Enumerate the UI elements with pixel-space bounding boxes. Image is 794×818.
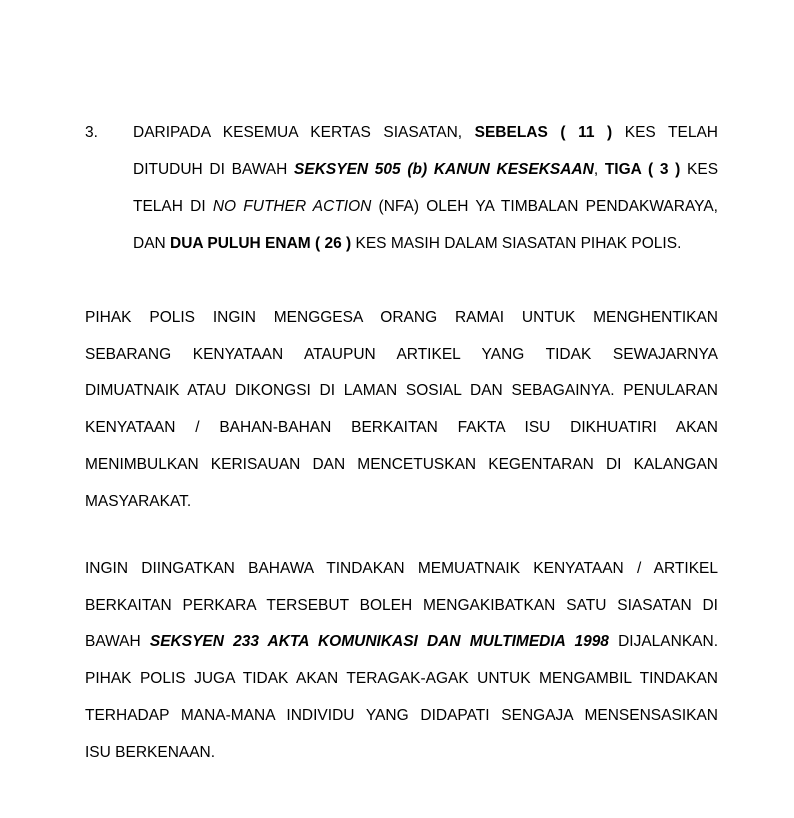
para1-line-1: PIHAK POLIS INGIN MENGGESA ORANG RAMAI UNTUK MENGHENTIKAN <box>85 309 718 326</box>
para2-line-4: PIHAK POLIS JUGA TIDAK AKAN TERAGAK-AGAK UNTUK MENGAMBIL TINDAKAN <box>85 670 718 687</box>
count-tiga: TIGA ( 3 ) <box>604 161 681 178</box>
law-section-505: SEKSYEN 505 (b) KANUN KESEKSAAN <box>294 161 594 178</box>
para2-line-5: TERHADAP MANA-MANA INDIVIDU YANG DIDAPATI SENGAJA MENSENSASIKAN <box>85 707 718 724</box>
item-number: 3. <box>85 124 98 141</box>
para1-line-6: MASYARAKAT. <box>85 493 192 510</box>
para2-line-2: BERKAITAN PERKARA TERSEBUT BOLEH MENGAKIBATKAN SATU SIASATAN DI <box>85 597 718 614</box>
item3-line-2: DITUDUH DI BAWAH SEKSYEN 505 (b) KANUN KESEKSAAN, TIGA ( 3 ) KES <box>133 161 719 178</box>
nfa-term: NO FUTHER ACTION <box>212 198 372 215</box>
para1-line-2: SEBARANG KENYATAAN ATAUPUN ARTIKEL YANG TIDAK SEWAJARNYA <box>85 346 718 363</box>
count-sebelas: SEBELAS ( 11 ) <box>474 124 613 141</box>
count-dua-puluh-enam: DUA PULUH ENAM ( 26 ) <box>170 235 352 252</box>
para1-line-3: DIMUATNAIK ATAU DIKONGSI DI LAMAN SOSIAL DAN SEBAGAINYA. PENULARAN <box>85 382 718 399</box>
para2-line-3: BAWAH SEKSYEN 233 AKTA KOMUNIKASI DAN MULTIMEDIA 1998 DIJALANKAN. <box>85 633 719 650</box>
para2-line-6: ISU BERKENAAN. <box>85 744 216 761</box>
para1-line-5: MENIMBULKAN KERISAUAN DAN MENCETUSKAN KEGENTARAN DI KALANGAN <box>85 456 718 473</box>
law-section-233: SEKSYEN 233 AKTA KOMUNIKASI DAN MULTIMEDIA 1998 <box>149 633 609 650</box>
item3-line-4: DAN DUA PULUH ENAM ( 26 ) KES MASIH DALAM SIASATAN PIHAK POLIS. <box>133 235 682 252</box>
item3-line-1: DARIPADA KESEMUA KERTAS SIASATAN, SEBELAS ( 11 ) KES TELAH <box>133 124 718 141</box>
para2-line-1: INGIN DIINGATKAN BAHAWA TINDAKAN MEMUATNAIK KENYATAAN / ARTIKEL <box>85 560 718 577</box>
item3-line-3: TELAH DI NO FUTHER ACTION (NFA) OLEH YA TIMBALAN PENDAKWARAYA, <box>133 198 718 215</box>
para1-line-4: KENYATAAN / BAHAN-BAHAN BERKAITAN FAKTA ISU DIKHUATIRI AKAN <box>85 419 718 436</box>
